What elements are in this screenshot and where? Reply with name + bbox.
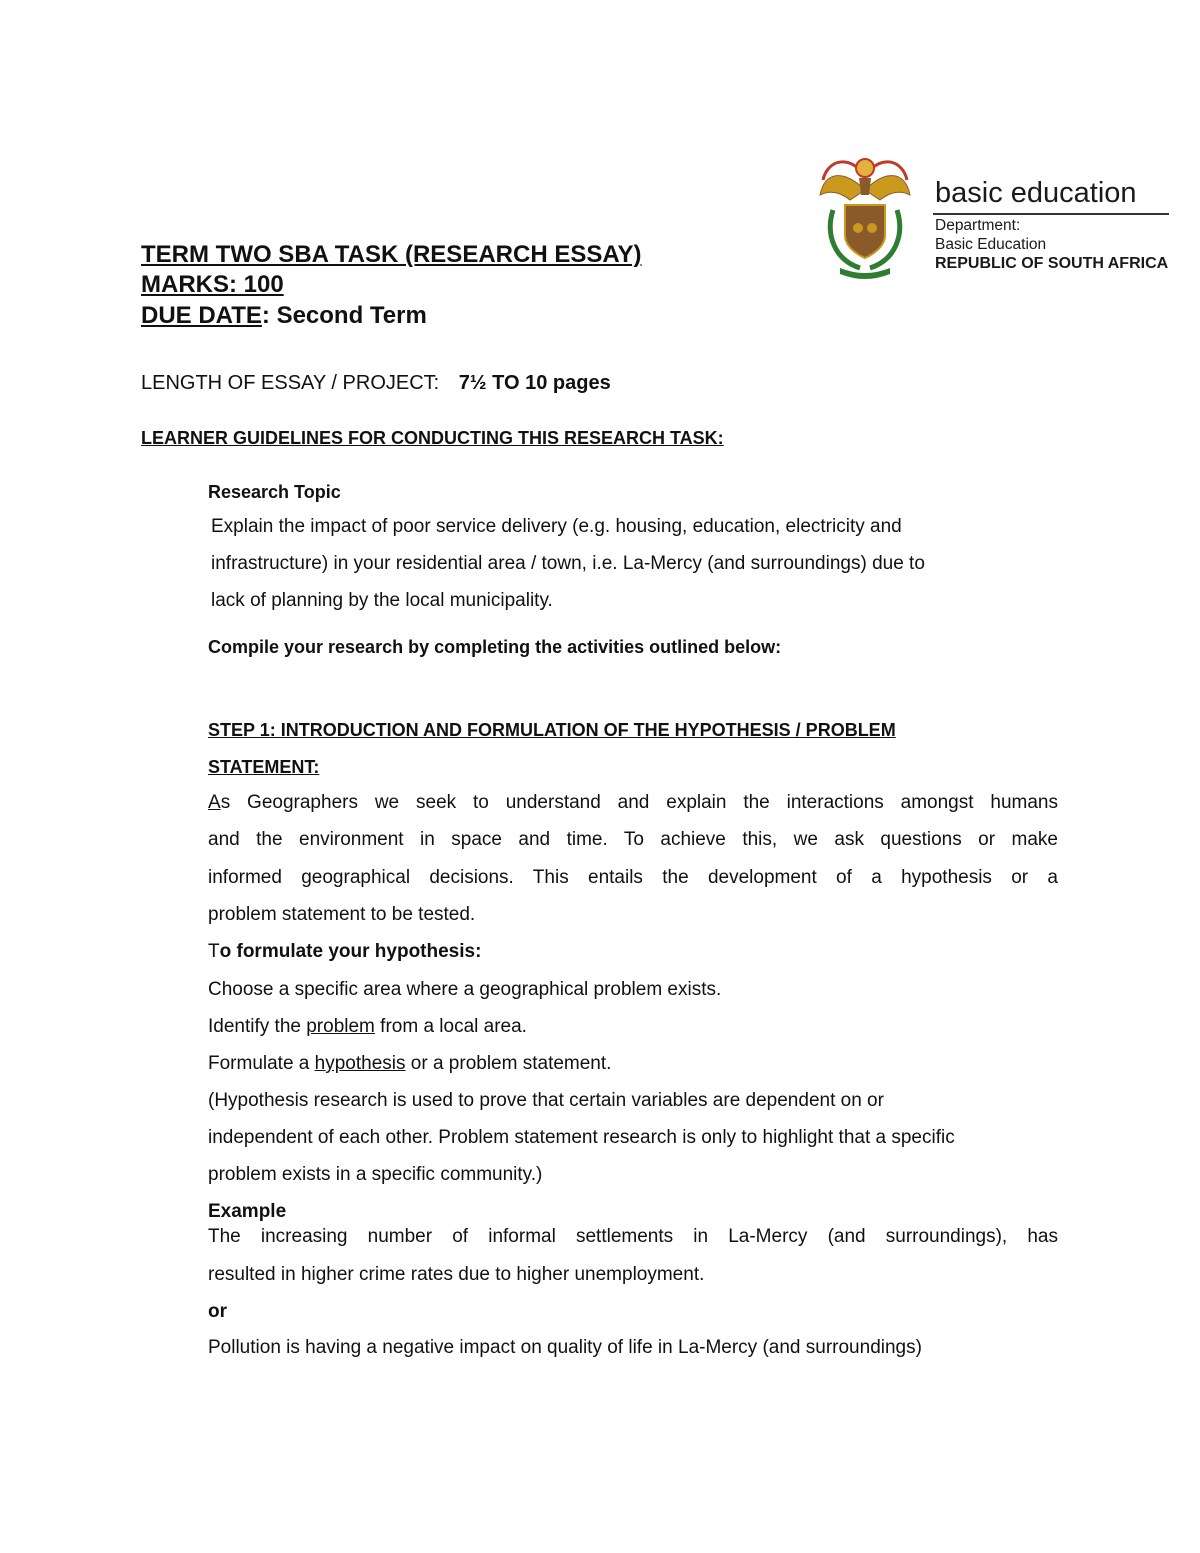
research-topic-line-3: lack of planning by the local municipality. [211,590,553,611]
brand-divider [933,213,1169,215]
task-title: TERM TWO SBA TASK (RESEARCH ESSAY) [141,241,642,268]
research-topic-line-1: Explain the impact of poor service delivery (e.g. housing, education, electricity and [211,516,902,537]
country-name: REPUBLIC OF SOUTH AFRICA [935,255,1169,272]
due-date-line [141,301,427,331]
item3-pre: Formulate a [208,1053,315,1074]
problem-link: problem [306,1016,375,1037]
step1-intro-line-2: and the environment in space and time. To achieve this, we ask questions or make [208,829,1058,850]
item3-post: or a problem statement. [405,1053,612,1074]
length-label: LENGTH OF ESSAY / PROJECT: [141,372,440,394]
dbe-logo [815,150,1175,290]
hypothesis-link: hypothesis [314,1053,406,1074]
due-date-sep: : [261,302,270,329]
example-line-1: The increasing number of informal settlements in La-Mercy (and surroundings), has [208,1226,1058,1247]
formulate-prefix: T [208,941,220,962]
step1-intro-line-4: problem statement to be tested. [208,904,476,925]
item2-pre: Identify the [208,1016,307,1037]
brand-name: basic education [935,177,1137,209]
formulate-item-1: Choose a specific area where a geographical problem exists. [208,979,722,1000]
formulate-item-2 [208,1008,527,1045]
formulate-heading [208,933,481,970]
coat-of-arms-icon [815,150,915,280]
intro-first-letter: A [208,792,221,813]
formulate-item-3 [208,1045,611,1082]
formulate-rest: o formulate your hypothesis: [219,941,482,962]
research-topic-line-2: infrastructure) in your residential area / town, i.e. La-Mercy (and surroundings) due to [211,553,925,574]
compile-instruction: Compile your research by completing the activities outlined below: [208,637,782,657]
department-name: Basic Education [935,236,1047,253]
example-line-2: resulted in higher crime rates due to higher unemployment. [208,1264,705,1285]
due-date-label: DUE DATE [141,302,262,329]
department-label: Department: [935,217,1021,234]
note-line-1: (Hypothesis research is used to prove that certain variables are dependent on or [208,1090,884,1111]
step1-intro-line-1 [208,784,1058,821]
marks-line: MARKS: 100 [141,271,284,298]
step1-heading-line-2: STATEMENT: [208,757,320,777]
essay-length [141,370,611,396]
due-date-value: Second Term [276,302,427,329]
research-topic-heading: Research Topic [208,482,341,502]
step1-heading-line-1: STEP 1: INTRODUCTION AND FORMULATION OF THE HYPOTHESIS / PROBLEM [208,720,896,740]
intro-line-1-rest: s Geographers we seek to understand and explain the interactions amongst humans [220,792,1058,813]
note-line-2: independent of each other. Problem statement research is only to highlight that a specific [208,1127,955,1148]
note-line-3: problem exists in a specific community.) [208,1164,543,1185]
step1-intro-line-3: informed geographical decisions. This entails the development of a hypothesis or a [208,867,1058,888]
length-value: 7½ TO 10 pages [458,372,611,394]
example-heading: Example [208,1201,287,1222]
example-2: Pollution is having a negative impact on quality of life in La-Mercy (and surroundings) [208,1337,922,1358]
item2-post: from a local area. [374,1016,527,1037]
guidelines-heading: LEARNER GUIDELINES FOR CONDUCTING THIS RESEARCH TASK: [141,428,724,448]
or-label: or [208,1301,227,1322]
